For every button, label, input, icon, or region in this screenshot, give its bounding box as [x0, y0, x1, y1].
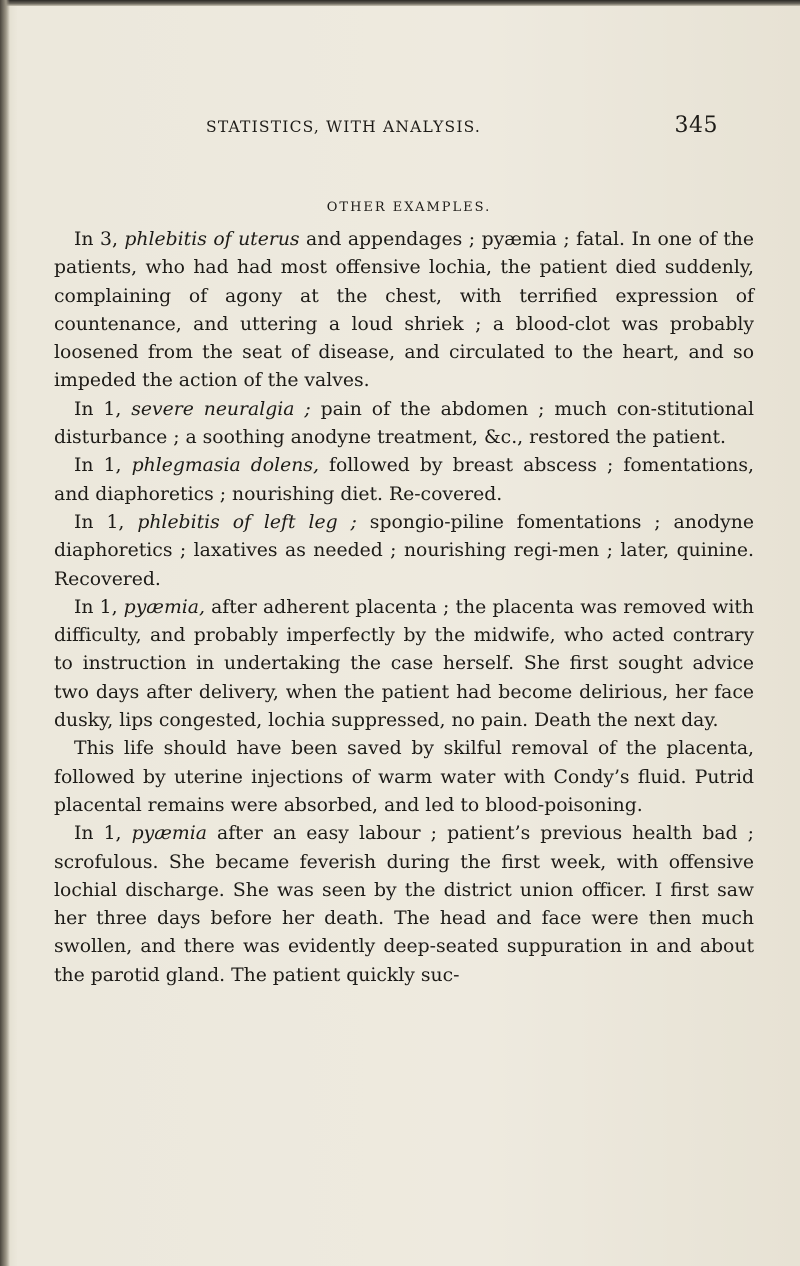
- case-description: and appendages ; pyæmia ; fatal. In one of the patients, who had had most offensive lochia, the patient died suddenly, complaining of agony at the chest, with terrified expression of countenance, and uttering a loud shriek ; a blood-clot was probably loosened from the seat of disease, and circulated to the heart, and so impeded the action of the valves.: [54, 229, 755, 392]
- case-count: In 1,: [74, 511, 138, 533]
- diagnosis-term: pyæmia,: [123, 596, 205, 618]
- diagnosis-term: pyæmia: [131, 823, 207, 845]
- paragraph-pyaemia-placenta: [54, 594, 754, 735]
- case-count: In 3,: [74, 229, 125, 250]
- case-count: In 1,: [74, 398, 132, 420]
- case-description: This life should have been saved by skilful removal of the placenta, followed by uterine injections of warm water with Condy’s fluid. Putrid placental remains were absorbed, and led to blood-poisoning.: [54, 738, 754, 816]
- case-description: after adherent placenta ; the placenta was removed with difficulty, and probably imperfectly by the midwife, who acted contrary to instruction in undertaking the case herself. She first sought advice two days after delivery, when the patient had become delirious, her face dusky, lips congested, lochia suppressed, no pain. Death the next day.: [54, 596, 755, 732]
- running-head: [0, 113, 800, 148]
- diagnosis-term: phlebitis of left leg ;: [137, 511, 357, 533]
- diagnosis-term: severe neuralgia ;: [131, 398, 311, 420]
- case-count: In 1,: [74, 823, 132, 845]
- case-description: pain of the abdomen ; much con-stitutional disturbance ; a soothing anodyne treatment, &c., restored the patient.: [54, 398, 755, 449]
- paragraph-phlebitis-uterus: [54, 226, 754, 396]
- section-heading: OTHER EXAMPLES.: [326, 200, 492, 215]
- running-head-title: STATISTICS, WITH ANALYSIS.: [206, 118, 482, 136]
- body-text: [54, 226, 754, 990]
- case-count: In 1,: [74, 596, 124, 618]
- page-number: 345: [674, 113, 718, 138]
- paragraph-neuralgia: [54, 396, 754, 453]
- case-count: In 1,: [74, 455, 132, 477]
- diagnosis-term: phlegmasia dolens,: [131, 455, 319, 477]
- paragraph-pyaemia-labour: [54, 820, 754, 990]
- case-description: spongio-piline fomentations ; anodyne diaphoretics ; laxatives as needed ; nourishing regi-men ; later, quinine. Recovered.: [54, 511, 755, 590]
- page-top-edge: [0, 0, 800, 6]
- paragraph-phlebitis-leg: [54, 509, 754, 594]
- diagnosis-term: phlebitis of uterus: [124, 229, 300, 250]
- case-description: followed by breast abscess ; fomentations, and diaphoretics ; nourishing diet. Re-covered.: [54, 455, 754, 505]
- case-description: after an easy labour ; patient’s previous health bad ; scrofulous. She became feverish during the first week, with offensive lochial discharge. She was seen by the district union officer. I first saw her three days before her death. The head and face were then much swollen, and there was evidently deep-seated suppuration in and about the parotid gland. The patient quickly suc-: [54, 823, 754, 986]
- paragraph-commentary: [54, 735, 754, 820]
- page-binding-edge: [0, 0, 10, 1266]
- paragraph-phlegmasia-dolens: [54, 452, 754, 509]
